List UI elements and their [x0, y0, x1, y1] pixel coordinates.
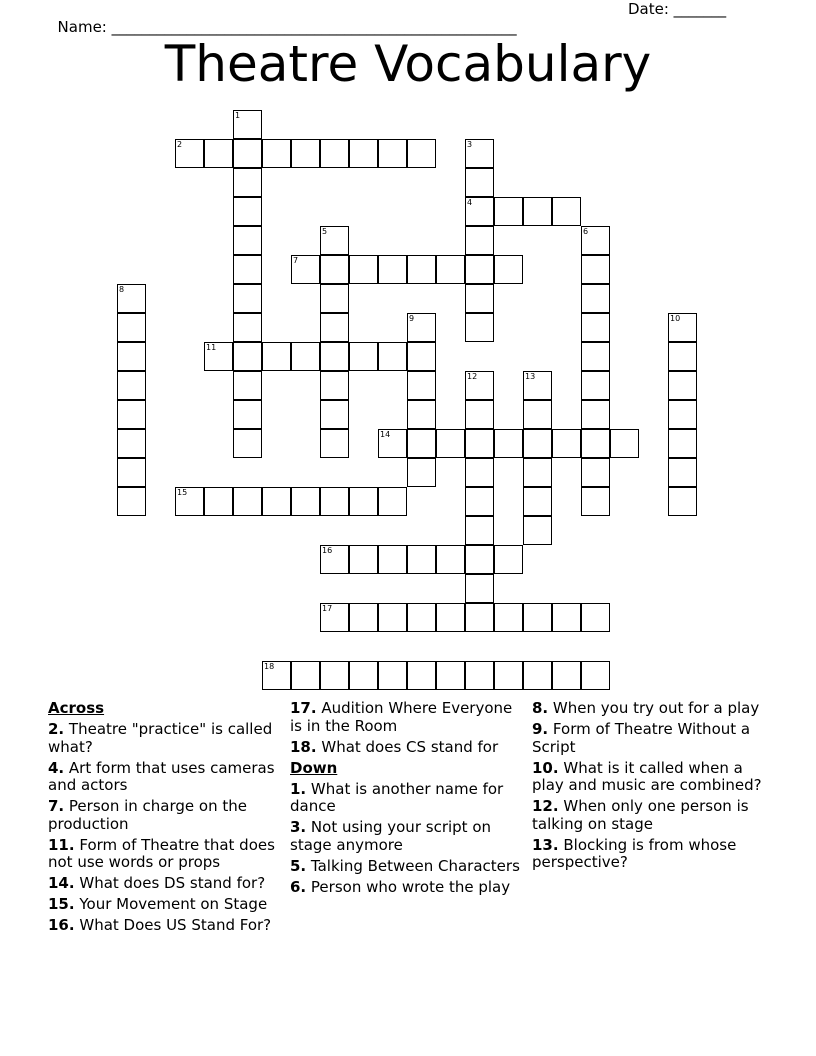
clue-down: 1. What is another name for dance	[290, 779, 504, 815]
crossword-cell[interactable]	[668, 371, 697, 400]
clue-number: 3	[467, 140, 473, 149]
crossword-cell[interactable]	[233, 400, 262, 429]
crossword-cell[interactable]	[465, 545, 494, 574]
crossword-cell[interactable]	[581, 371, 610, 400]
crossword-cell[interactable]	[291, 487, 320, 516]
crossword-cell[interactable]	[233, 342, 262, 371]
clue-down: 9. Form of Theatre Without a Script	[532, 720, 751, 756]
crossword-cell[interactable]	[465, 487, 494, 516]
clue-number: 7	[293, 256, 299, 265]
clue-number: 18	[264, 662, 275, 671]
crossword-cell[interactable]	[465, 226, 494, 255]
crossword-cell[interactable]	[668, 313, 697, 342]
crossword-cell[interactable]	[668, 458, 697, 487]
crossword-cell[interactable]	[233, 110, 262, 139]
clue-down: 10. What is it called when a play and music are combined?	[532, 758, 762, 794]
crossword-cell[interactable]	[407, 429, 436, 458]
crossword-cell[interactable]	[117, 342, 146, 371]
crossword-cell[interactable]	[523, 400, 552, 429]
crossword-cell[interactable]	[581, 342, 610, 371]
crossword-cell[interactable]	[465, 574, 494, 603]
crossword-cell[interactable]	[407, 603, 436, 632]
crossword-cell[interactable]	[465, 168, 494, 197]
crossword-cell[interactable]	[494, 197, 523, 226]
crossword-cell[interactable]	[117, 458, 146, 487]
clue-down: 12. When only one person is talking on stage	[532, 797, 749, 833]
crossword-cell[interactable]	[320, 342, 349, 371]
crossword-cell[interactable]	[117, 487, 146, 516]
crossword-cell[interactable]	[436, 429, 465, 458]
crossword-cell[interactable]	[204, 139, 233, 168]
crossword-cell[interactable]	[465, 371, 494, 400]
clue-across: 14. What does DS stand for?	[48, 874, 266, 892]
page-title: Theatre Vocabulary	[164, 35, 652, 93]
crossword-cell[interactable]	[349, 661, 378, 690]
crossword-cell[interactable]	[465, 516, 494, 545]
crossword-cell[interactable]	[494, 603, 523, 632]
clues-column-2	[290, 700, 522, 900]
clue-number: 17	[322, 604, 333, 613]
crossword-cell[interactable]	[552, 197, 581, 226]
crossword-cell[interactable]	[233, 487, 262, 516]
crossword-cell[interactable]	[581, 284, 610, 313]
crossword-cell[interactable]	[175, 487, 204, 516]
clue-down: 5. Talking Between Characters	[290, 856, 520, 875]
crossword-cell[interactable]	[581, 400, 610, 429]
clue-across: 7. Person in charge on the production	[48, 797, 247, 833]
crossword-cell[interactable]	[117, 371, 146, 400]
crossword-cell[interactable]	[320, 545, 349, 574]
clue-down: 3. Not using your script on stage anymore	[290, 818, 492, 854]
clue-number: 11	[206, 343, 217, 352]
crossword-cell[interactable]	[291, 139, 320, 168]
crossword-cell[interactable]	[233, 313, 262, 342]
crossword-cell[interactable]	[465, 661, 494, 690]
clue-across: 17. Audition Where Everyone is in the Room	[290, 699, 513, 735]
crossword-cell[interactable]	[262, 487, 291, 516]
crossword-cell[interactable]	[494, 429, 523, 458]
crossword-cell[interactable]	[320, 255, 349, 284]
crossword-cell[interactable]	[320, 226, 349, 255]
crossword-cell[interactable]	[262, 342, 291, 371]
crossword-cell[interactable]	[407, 661, 436, 690]
crossword-cell[interactable]	[523, 197, 552, 226]
crossword-cell[interactable]	[523, 603, 552, 632]
crossword-cell[interactable]	[233, 139, 262, 168]
crossword-cell[interactable]	[262, 139, 291, 168]
clue-number: 14	[380, 430, 391, 439]
crossword-cell[interactable]	[581, 313, 610, 342]
crossword-cell[interactable]	[581, 255, 610, 284]
crossword-cell[interactable]	[552, 661, 581, 690]
crossword-cell[interactable]	[320, 284, 349, 313]
clues-column-1	[48, 700, 280, 938]
crossword-cell[interactable]	[494, 255, 523, 284]
crossword-cell[interactable]	[465, 603, 494, 632]
crossword-cell[interactable]	[465, 284, 494, 313]
crossword-cell[interactable]	[407, 545, 436, 574]
crossword-cell[interactable]	[668, 400, 697, 429]
clue-number: 12	[467, 372, 478, 381]
clue-down: 13. Blocking is from whose perspective?	[532, 835, 737, 871]
crossword-cell[interactable]	[465, 197, 494, 226]
crossword-cell[interactable]	[349, 603, 378, 632]
clue-across: 2. Theatre "practice" is called what?	[48, 720, 273, 756]
crossword-cell[interactable]	[204, 342, 233, 371]
crossword-cell[interactable]	[407, 313, 436, 342]
crossword-cell[interactable]	[465, 255, 494, 284]
crossword-cell[interactable]	[320, 313, 349, 342]
crossword-cell[interactable]	[407, 139, 436, 168]
crossword-cell[interactable]	[349, 139, 378, 168]
crossword-cell[interactable]	[262, 661, 291, 690]
clue-number: 13	[525, 372, 536, 381]
crossword-cell[interactable]	[378, 545, 407, 574]
crossword-cell[interactable]	[523, 371, 552, 400]
crossword-cell[interactable]	[117, 429, 146, 458]
crossword-cell[interactable]	[233, 197, 262, 226]
clue-across: 11. Form of Theatre that does not use words or props	[48, 835, 275, 871]
clue-number: 2	[177, 140, 183, 149]
crossword-cell[interactable]	[436, 545, 465, 574]
crossword-cell[interactable]	[552, 603, 581, 632]
crossword-cell[interactable]	[523, 487, 552, 516]
crossword-cell[interactable]	[320, 429, 349, 458]
crossword-cell[interactable]	[349, 342, 378, 371]
crossword-cell[interactable]	[581, 226, 610, 255]
crossword-cell[interactable]	[378, 603, 407, 632]
crossword-cell[interactable]	[581, 661, 610, 690]
clue-number: 5	[322, 227, 328, 236]
crossword-cell[interactable]	[668, 429, 697, 458]
crossword-cell[interactable]	[349, 255, 378, 284]
crossword-cell[interactable]	[349, 545, 378, 574]
crossword-cell[interactable]	[320, 487, 349, 516]
crossword-cell[interactable]	[291, 342, 320, 371]
crossword-cell[interactable]	[378, 139, 407, 168]
clue-number: 4	[467, 198, 473, 207]
crossword-cell[interactable]	[523, 661, 552, 690]
crossword-cell[interactable]	[320, 400, 349, 429]
crossword-cell[interactable]	[407, 342, 436, 371]
clue-across: 18. What does CS stand for	[290, 737, 499, 756]
clue-number: 15	[177, 488, 188, 497]
crossword-cell[interactable]	[349, 487, 378, 516]
crossword-cell[interactable]	[233, 429, 262, 458]
crossword-cell[interactable]	[465, 429, 494, 458]
clue-number: 6	[583, 227, 589, 236]
crossword-cell[interactable]	[233, 226, 262, 255]
crossword-cell[interactable]	[378, 429, 407, 458]
crossword-cell[interactable]	[668, 487, 697, 516]
crossword-cell[interactable]	[320, 661, 349, 690]
down-heading: Down	[290, 758, 338, 777]
crossword-cell[interactable]	[204, 487, 233, 516]
crossword-cell[interactable]	[407, 400, 436, 429]
crossword-cell[interactable]	[494, 545, 523, 574]
crossword-cell[interactable]	[320, 139, 349, 168]
crossword-cell[interactable]	[465, 139, 494, 168]
crossword-cell[interactable]	[378, 255, 407, 284]
crossword-cell[interactable]	[523, 516, 552, 545]
crossword-cell[interactable]	[465, 458, 494, 487]
clue-number: 10	[670, 314, 681, 323]
clue-number: 16	[322, 546, 333, 555]
crossword-cell[interactable]	[494, 661, 523, 690]
name-field-label: Name: ______________________________________________________	[57, 18, 517, 36]
crossword-cell[interactable]	[233, 371, 262, 400]
crossword-cell[interactable]	[378, 487, 407, 516]
date-field-label: Date: _______	[628, 0, 727, 18]
crossword-cell[interactable]	[233, 168, 262, 197]
crossword-cell[interactable]	[436, 603, 465, 632]
clue-number: 1	[235, 111, 241, 120]
crossword-cell[interactable]	[465, 400, 494, 429]
crossword-cell[interactable]	[523, 429, 552, 458]
crossword-cell[interactable]	[407, 371, 436, 400]
crossword-cell[interactable]	[117, 284, 146, 313]
crossword-cell[interactable]	[610, 429, 639, 458]
crossword-cell[interactable]	[436, 255, 465, 284]
crossword-cell[interactable]	[581, 487, 610, 516]
crossword-cell[interactable]	[233, 284, 262, 313]
across-heading: Across	[48, 699, 105, 717]
clue-across: 16. What Does US Stand For?	[48, 916, 272, 934]
crossword-cell[interactable]	[320, 603, 349, 632]
crossword-cell[interactable]	[436, 661, 465, 690]
crossword-cell[interactable]	[668, 342, 697, 371]
clues-column-3	[532, 700, 764, 875]
clue-number: 9	[409, 314, 415, 323]
crossword-cell[interactable]	[581, 429, 610, 458]
clue-number: 8	[119, 285, 125, 294]
clue-across: 4. Art form that uses cameras and actors	[48, 758, 275, 794]
clue-across: 15. Your Movement on Stage	[48, 895, 268, 913]
crossword-cell[interactable]	[291, 255, 320, 284]
crossword-cell[interactable]	[378, 661, 407, 690]
crossword-cell[interactable]	[552, 429, 581, 458]
crossword-cell[interactable]	[581, 603, 610, 632]
crossword-cell[interactable]	[117, 313, 146, 342]
clue-down: 8. When you try out for a play	[532, 699, 760, 717]
crossword-cell[interactable]	[378, 342, 407, 371]
crossword-cell[interactable]	[117, 400, 146, 429]
crossword-cell[interactable]	[233, 255, 262, 284]
crossword-cell[interactable]	[407, 458, 436, 487]
crossword-cell[interactable]	[175, 139, 204, 168]
crossword-cell[interactable]	[465, 313, 494, 342]
crossword-cell[interactable]	[407, 255, 436, 284]
crossword-cell[interactable]	[523, 458, 552, 487]
crossword-cell[interactable]	[581, 458, 610, 487]
crossword-cell[interactable]	[291, 661, 320, 690]
crossword-cell[interactable]	[320, 371, 349, 400]
clue-down: 6. Person who wrote the play	[290, 877, 511, 896]
